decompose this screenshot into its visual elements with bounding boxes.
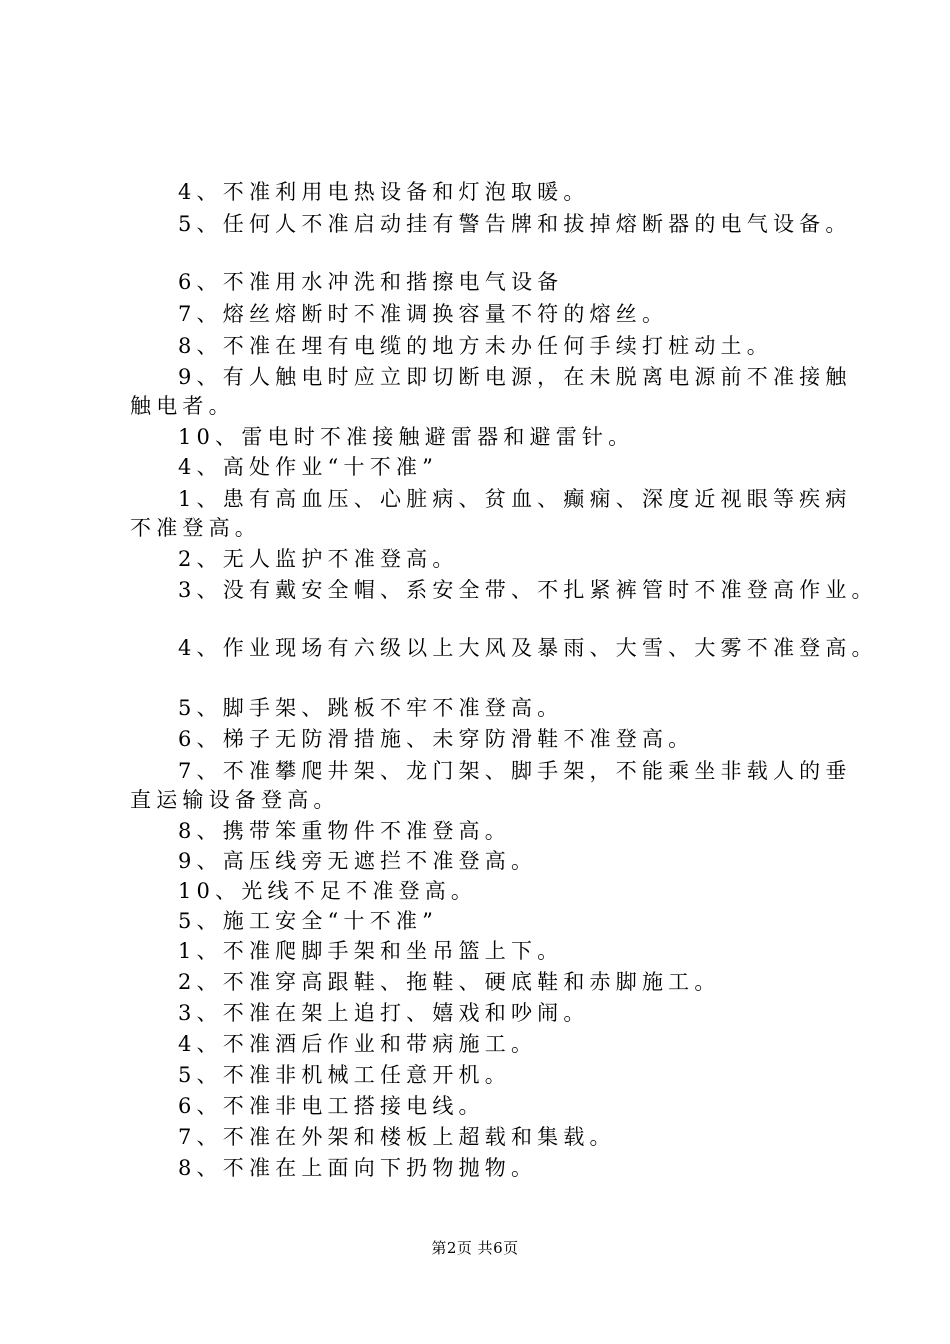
section-heading: 4、高处作业“十不准” bbox=[178, 455, 439, 479]
text-line: 触电者。 bbox=[130, 394, 235, 418]
text-line: 不准登高。 bbox=[130, 516, 261, 540]
section-heading: 5、施工安全“十不准” bbox=[178, 909, 439, 933]
page-footer: 第2页 共6页 bbox=[431, 1239, 519, 1257]
text-line: 5、脚手架、跳板不牢不准登高。 bbox=[178, 696, 564, 720]
text-line: 3、不准在架上追打、嬉戏和吵闹。 bbox=[178, 1001, 590, 1025]
text-line: 4、不准酒后作业和带病施工。 bbox=[178, 1032, 538, 1056]
text-line: 10、雷电时不准接触避雷器和避雷针。 bbox=[178, 425, 635, 449]
text-line: 6、不准非电工搭接电线。 bbox=[178, 1094, 485, 1118]
text-line: 6、梯子无防滑措施、未穿防滑鞋不准登高。 bbox=[178, 727, 695, 751]
text-line: 8、不准在埋有电缆的地方未办任何手续打桩动土。 bbox=[178, 334, 773, 358]
text-line: 直运输设备登高。 bbox=[130, 788, 340, 812]
text-line: 8、不准在上面向下扔物抛物。 bbox=[178, 1156, 538, 1180]
text-line: 4、不准利用电热设备和灯泡取暖。 bbox=[178, 180, 590, 204]
text-line: 6、不准用水冲洗和揩擦电气设备 bbox=[178, 270, 564, 294]
text-line: 4、作业现场有六级以上大风及暴雨、大雪、大雾不准登高。 bbox=[178, 636, 878, 660]
text-line: 7、不准攀爬井架、龙门架、脚手架，不能乘坐非载人的垂 bbox=[178, 759, 852, 783]
text-line: 9、有人触电时应立即切断电源，在未脱离电源前不准接触 bbox=[178, 365, 852, 389]
text-line: 10、光线不足不准登高。 bbox=[178, 879, 478, 903]
text-line: 9、高压线旁无遮拦不准登高。 bbox=[178, 849, 538, 873]
text-line: 1、患有高血压、心脏病、贫血、癫痫、深度近视眼等疾病 bbox=[178, 487, 852, 511]
text-line: 5、任何人不准启动挂有警告牌和拔掉熔断器的电气设备。 bbox=[178, 212, 852, 236]
text-line: 2、无人监护不准登高。 bbox=[178, 547, 459, 571]
text-line: 3、没有戴安全帽、系安全带、不扎紧裤管时不准登高作业。 bbox=[178, 578, 878, 602]
text-line: 7、不准在外架和楼板上超载和集载。 bbox=[178, 1125, 616, 1149]
text-line: 1、不准爬脚手架和坐吊篮上下。 bbox=[178, 939, 564, 963]
text-line: 7、熔丝熔断时不准调换容量不符的熔丝。 bbox=[178, 302, 669, 326]
text-line: 8、携带笨重物件不准登高。 bbox=[178, 819, 511, 843]
text-line: 2、不准穿高跟鞋、拖鞋、硬底鞋和赤脚施工。 bbox=[178, 970, 721, 994]
text-line: 5、不准非机械工任意开机。 bbox=[178, 1063, 511, 1087]
